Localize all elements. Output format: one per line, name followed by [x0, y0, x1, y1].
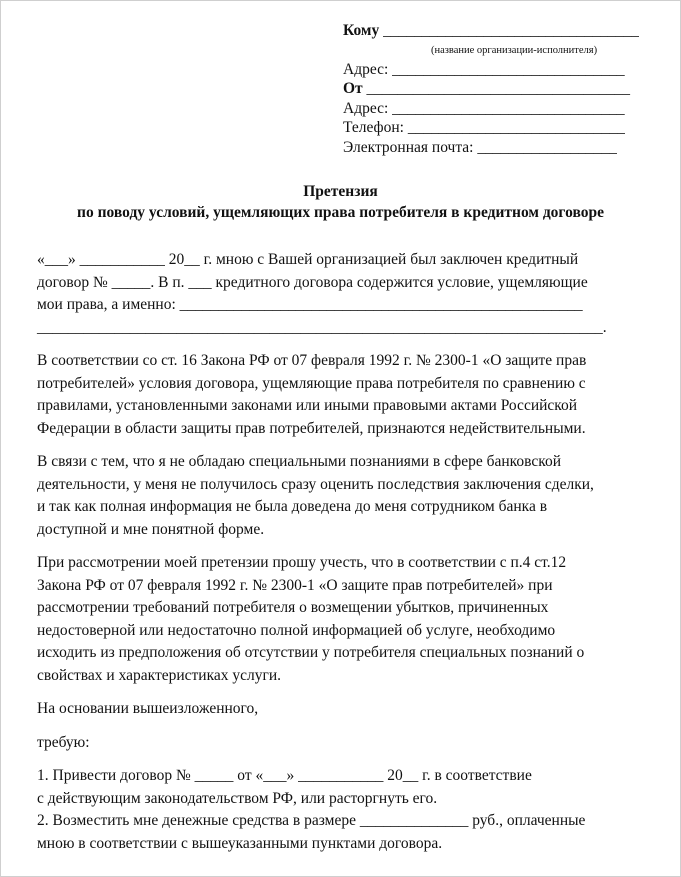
- text-line: недостоверной или недостаточно полной информацией об услуге, необходимо: [37, 621, 556, 639]
- demand-item: 2. Возместить мне денежные средства в размере ______________ руб., оплаченные: [37, 812, 586, 829]
- email-line: Электронная почта: __________________: [343, 138, 617, 156]
- from-address-line: Адрес: ______________________________: [343, 99, 625, 117]
- text-line: Федерации в области защиты прав потребителей, признаются недействительными.: [37, 419, 586, 437]
- phone-line: Телефон: ____________________________: [343, 119, 625, 136]
- to-label: Кому: [343, 22, 380, 39]
- to-note: (название организации-исполнителя): [431, 44, 598, 56]
- from-line: [343, 79, 653, 99]
- paragraph-law-reference: [37, 350, 657, 440]
- text-line: Закона РФ от 07 февраля 1992 г. № 2300-1 «О защите прав потребителей» при: [37, 576, 553, 594]
- text-line: «___» ___________ 20__ г. мною с Вашей организацией был заключен кредитный: [37, 251, 579, 268]
- text-line: мои права, а именно: ____________________________________________________: [37, 296, 583, 313]
- paragraph-demand-heading: требую:: [37, 733, 90, 751]
- text-line: В соответствии со ст. 16 Закона РФ от 07 февраля 1992 г. № 2300-1 «О защите прав: [37, 352, 587, 369]
- text-line: В связи с тем, что я не обладаю специальными познаниями в сфере банковской: [37, 453, 562, 470]
- document-title: Претензия: [303, 183, 378, 200]
- to-blank: _________________________________: [379, 22, 639, 39]
- text-line: правилами, установленными законами или иными правовыми актами Российской: [37, 397, 578, 414]
- text-line: рассмотрении требований потребителя о возмещении убытков, причиненных: [37, 599, 549, 616]
- text-line: исходить из предположения об отсутствии у потребителя специальных познаний о: [37, 644, 585, 661]
- demand-item-continued: мною в соответствии с вышеуказанными пунктами договора.: [37, 834, 443, 852]
- paragraph-contract-info: [37, 249, 657, 339]
- paragraph-lack-of-knowledge: [37, 451, 657, 541]
- text-line: свойствах и характеристиках услуги.: [37, 666, 282, 684]
- document-title-block: [1, 181, 680, 223]
- to-address-line: Адрес: ______________________________: [343, 60, 625, 78]
- from-label: От: [343, 80, 363, 97]
- text-line: договор № _____. В п. ___ кредитного договора содержится условие, ущемляющие: [37, 273, 588, 291]
- paragraph-basis: На основании вышеизложенного,: [37, 700, 259, 717]
- text-line: потребителей» условия договора, ущемляющие права потребителя по сравнению с: [37, 374, 586, 392]
- from-blank: __________________________________: [362, 80, 631, 97]
- text-line: При рассмотрении моей претензии прошу учесть, что в соответствии с п.4 ст.12: [37, 554, 567, 571]
- paragraph-consideration-request: [37, 552, 657, 687]
- text-line: доступной и мне понятной форме.: [37, 520, 265, 538]
- to-line: [343, 21, 653, 41]
- document-subtitle: по поводу условий, ущемляющих права потребителя в кредитном договоре: [77, 204, 604, 221]
- document-body: [37, 249, 657, 866]
- text-line: _________________________________________________________________________.: [37, 318, 607, 336]
- addressee-block: [343, 21, 653, 157]
- text-line: и так как полная информация не была доведена до меня сотрудником банка в: [37, 498, 548, 515]
- text-line: деятельности, у меня не получилось сразу оценить последствия заключения сделки,: [37, 475, 594, 493]
- demands-list: [37, 765, 657, 855]
- demand-item-continued: с действующим законодательством РФ, или расторгнуть его.: [37, 789, 438, 807]
- demand-item: 1. Привести договор № _____ от «___» ___________ 20__ г. в соответствие: [37, 767, 532, 784]
